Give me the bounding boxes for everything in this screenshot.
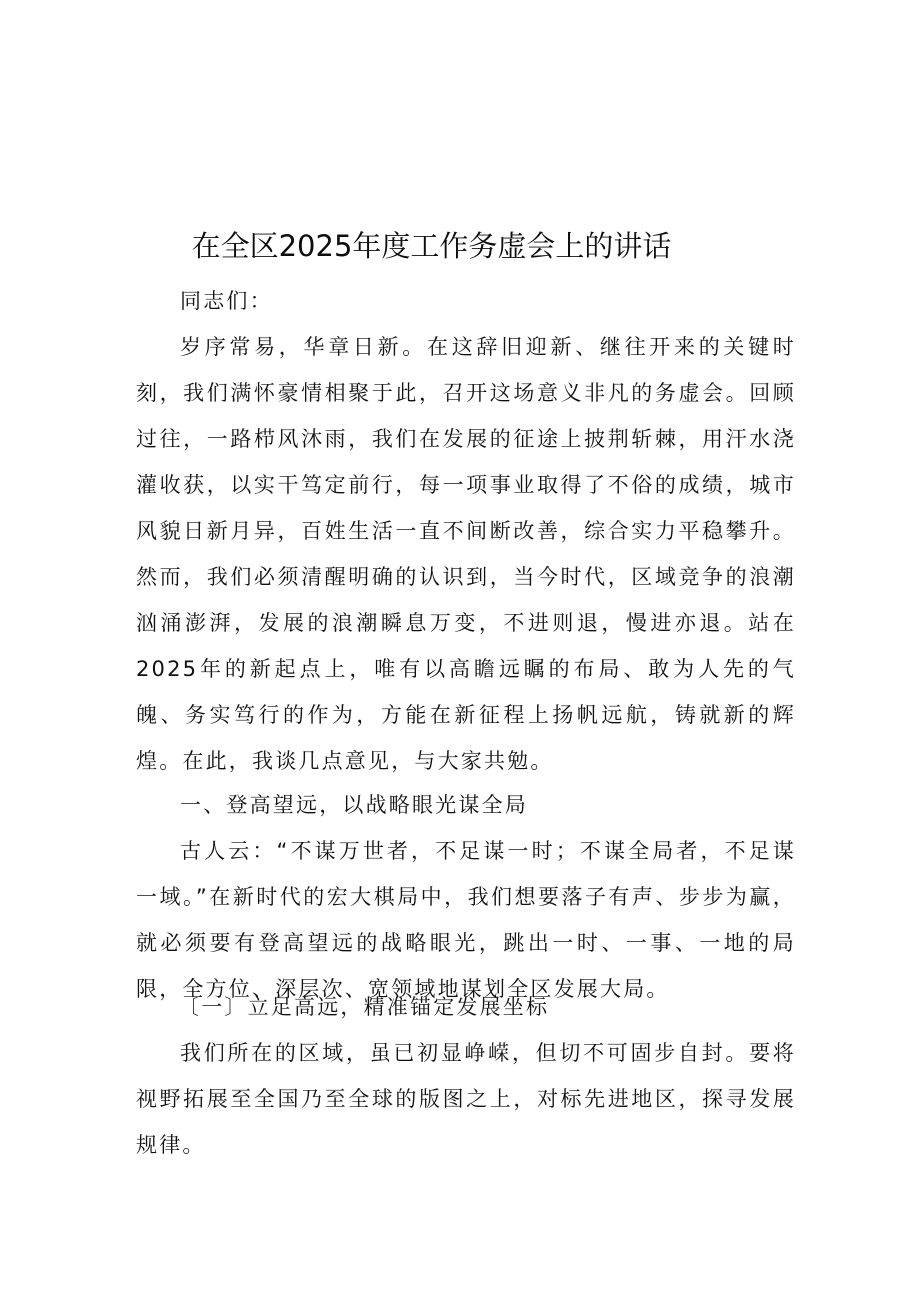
paragraph-subsection-1: 我们所在的区域，虽已初显峥嵘，但切不可固步自封。要将视野拓展至全国乃至全球的版图之上，对标先进地区，探寻发展规律。 xyxy=(136,1041,796,1157)
paragraph-opening: 岁序常易，华章日新。在这辞旧迎新、继往开来的关键时刻，我们满怀豪情相聚于此，召开这场意义非凡的务虚会。回顾过往，一路栉风沐雨，我们在发展的征途上披荆斩棘，用汗水浇灌收获，以实干笃定前行，每一项事业取得了不俗的成绩，城市风貌日新月异，百姓生活一直不间断改善，综合实力平稳攀升。然而，我们必须清醒明确的认识到，当今时代，区域竞争的浪潮汹涌澎湃，发展的浪潮瞬息万变，不进则退，慢进亦退。站在2025年的新起点上，唯有以高瞻远瞩的布局、敢为人先的气魄、务实笃行的作为，方能在新征程上扬帆远航，铸就新的辉煌。在此，我谈几点意见，与大家共勉。 xyxy=(136,335,796,773)
document-title: 在全区2025年度工作务虚会上的讲话 xyxy=(191,229,672,263)
greeting: 同志们： xyxy=(180,289,273,313)
subsection-heading-1: 〔一〕立足高远，精准锚定发展坐标 xyxy=(178,995,550,1019)
paragraph-section-1: 古人云：“不谋万世者，不足谋一时；不谋全局者，不足谋一域。”在新时代的宏大棋局中，我们想要落子有声、步步为赢，就必须要有登高望远的战略眼光，跳出一时、一事、一地的局限，全方位、深层次、宽领域地谋划全区发展大局。 xyxy=(136,839,796,1001)
section-heading-1: 一、登高望远，以战略眼光谋全局 xyxy=(180,793,528,817)
